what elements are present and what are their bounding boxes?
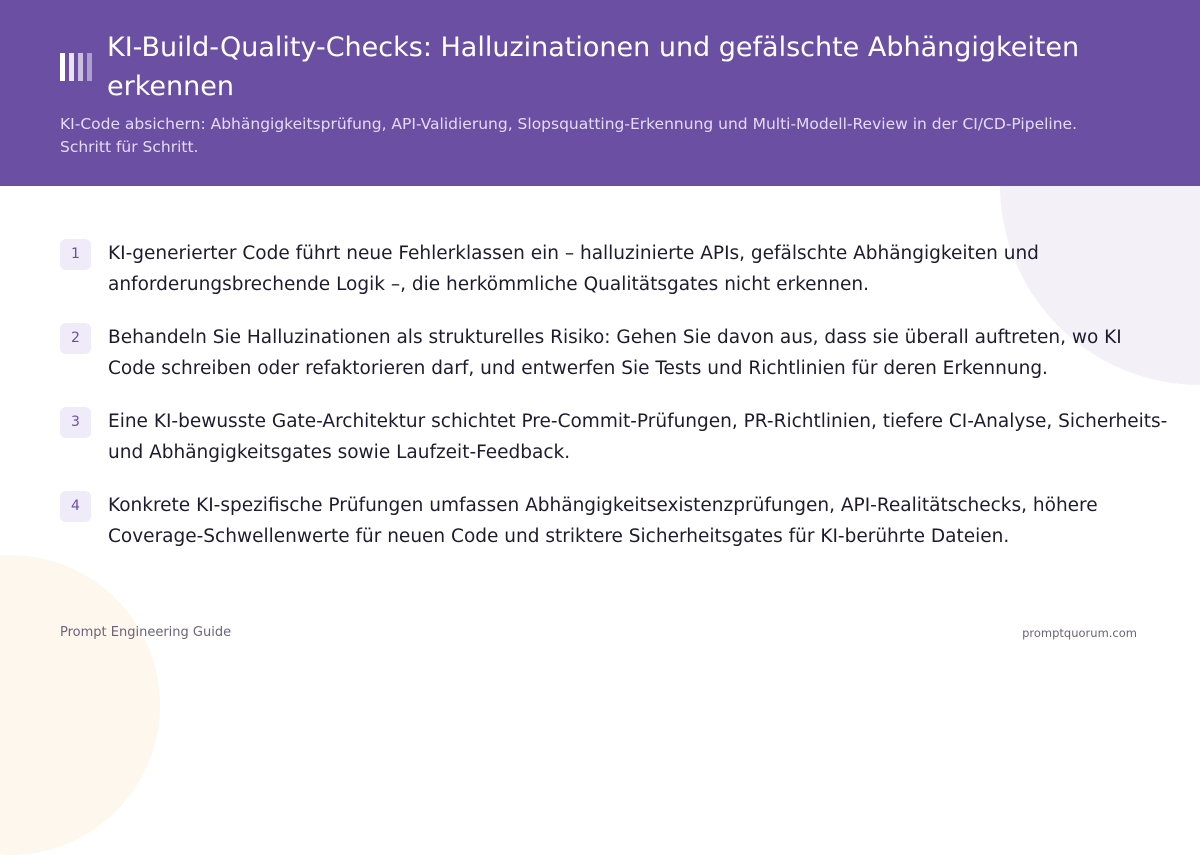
list-item: [60, 490, 1170, 552]
list-item: [60, 238, 1170, 300]
footer-site-link[interactable]: promptquorum.com: [1022, 626, 1137, 640]
item-text: Eine KI-bewusste Gate-Architektur schichtet Pre-Commit-Prüfungen, PR-Richtlinien, tiefere CI-Analyse, Sicherheits- und Abhängigkeitsgates sowie Laufzeit-Feedback.: [108, 411, 1168, 463]
item-number-badge: 2: [60, 323, 91, 354]
item-number-badge: 3: [60, 407, 91, 438]
list-item: [60, 322, 1170, 384]
key-points-list: [60, 238, 1170, 574]
page-title: KI-Build-Quality-Checks: Halluzinationen und gefälschte Abhängigkeiten erkennen: [107, 32, 1080, 102]
footer-guide-label: Prompt Engineering Guide: [60, 625, 232, 640]
item-number-badge: 4: [60, 491, 91, 522]
item-number-badge: 1: [60, 239, 91, 270]
item-text: KI-generierter Code führt neue Fehlerklassen ein – halluzinierte APIs, gefälschte Abhängigkeiten und anforderungsbrechende Logik –, die herkömmliche Qualitätsgates nicht erkennen.: [108, 243, 1039, 295]
header-banner: [0, 0, 1200, 186]
list-item: [60, 406, 1170, 468]
page-subtitle: KI-Code absichern: Abhängigkeitsprüfung, API-Validierung, Slopsquatting-Erkennung und Multi-Modell-Review in der CI/CD-Pipeline. Schritt für Schritt.: [60, 115, 1077, 156]
bars-logo-icon: [60, 53, 94, 81]
decorative-circle-left: [0, 555, 160, 855]
item-text: Behandeln Sie Halluzinationen als strukturelles Risiko: Gehen Sie davon aus, dass sie überall auftreten, wo KI Code schreiben oder refaktorieren darf, und entwerfen Sie Tests und Richtlinien für deren Erkennung.: [108, 327, 1122, 379]
item-text: Konkrete KI-spezifische Prüfungen umfassen Abhängigkeitsexistenzprüfungen, API-Realitätschecks, höhere Coverage-Schwellenwerte für neuen Code und striktere Sicherheitsgates für KI-berührte Dateien.: [108, 495, 1098, 547]
